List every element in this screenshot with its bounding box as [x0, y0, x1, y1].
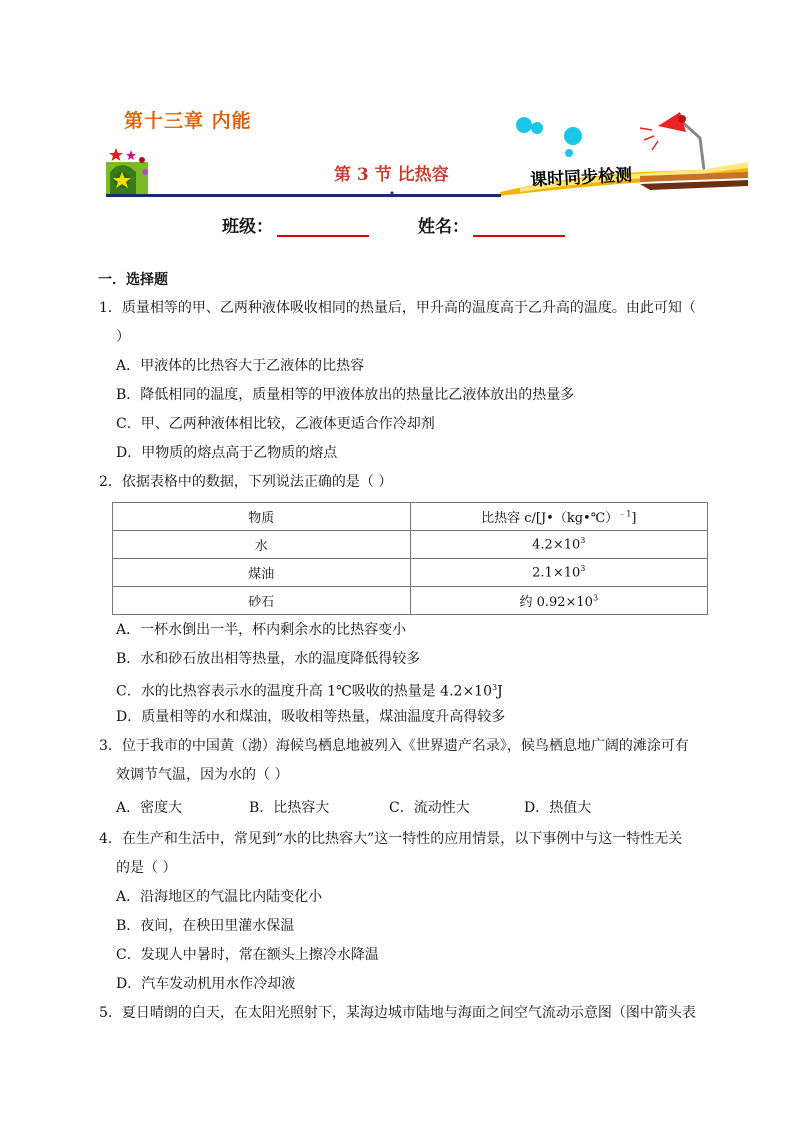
- q4-stem-cont: 的是（ ）: [116, 860, 177, 876]
- name-blank[interactable]: [473, 219, 565, 237]
- q4-stem: 4．在生产和生活中，常见到“水的比热容大”这一特性的应用情景，以下事例中与这一特性无关: [99, 831, 683, 847]
- q4-option-d[interactable]: D．汽车发动机用水作冷却液: [116, 976, 296, 992]
- specific-heat-table: [112, 502, 708, 615]
- q5-stem: 5．夏日晴朗的白天，在太阳光照射下，某海边城市陆地与海面之间空气流动示意图（图中箭头表: [99, 1005, 696, 1021]
- q1-stem: 1．质量相等的甲、乙两种液体吸收相同的热量后，甲升高的温度高于乙升高的温度。由此可知（: [99, 300, 696, 316]
- table-cell: 约 $0.92\times 10^3$: [410, 587, 708, 615]
- q1-option-c[interactable]: C．甲、乙两种液体相比较，乙液体更适合作冷却剂: [116, 416, 435, 432]
- door-star-icon: [106, 148, 148, 196]
- name-label: 姓名：: [418, 217, 469, 237]
- table-cell: 水: [113, 531, 411, 559]
- table-header-row: [113, 503, 708, 531]
- q4-option-a[interactable]: A．沿海地区的气温比内陆变化小: [116, 889, 323, 905]
- table-cell: 煤油: [113, 559, 411, 587]
- table-header: 比热容 c/[J•（kg•℃）$^{﹣1}$]: [410, 503, 708, 531]
- class-field: [222, 212, 369, 237]
- q2-option-b[interactable]: B．水和砂石放出相等热量，水的温度降低得较多: [116, 651, 421, 667]
- section-heading: 一．选择题: [98, 272, 168, 288]
- banner-label: 课时同步检测: [529, 165, 633, 191]
- q1-option-d[interactable]: D．甲物质的熔点高于乙物质的熔点: [116, 445, 338, 461]
- header-rule: [106, 194, 501, 197]
- q1-stem-cont: ）: [116, 329, 130, 345]
- q3-option-b[interactable]: B．比热容大: [249, 800, 330, 816]
- q3-option-a[interactable]: A．密度大: [116, 800, 183, 816]
- section-title: 第 3 节 比热容: [334, 165, 449, 185]
- q4-option-b[interactable]: B．夜间，在秧田里灌水保温: [116, 918, 295, 934]
- q3-option-c[interactable]: C．流动性大: [389, 800, 470, 816]
- q3-stem-cont: 效调节气温，因为水的（ ）: [116, 767, 289, 783]
- q2-option-d[interactable]: D．质量相等的水和煤油，吸收相等热量，煤油温度升高得较多: [116, 709, 506, 725]
- class-blank[interactable]: [277, 219, 369, 237]
- q2-stem: 2．依据表格中的数据，下列说法正确的是（ ）: [99, 474, 393, 490]
- table-row: [113, 559, 708, 587]
- desk-lamp-icon: [640, 112, 704, 170]
- table-row: [113, 531, 708, 559]
- bubbles-icon: [516, 117, 582, 157]
- table-cell: 砂石: [113, 587, 411, 615]
- q3-stem: 3．位于我市的中国黄（渤）海候鸟栖息地被列入《世界遗产名录》，候鸟栖息地广阔的滩涂可有: [99, 738, 689, 754]
- q2-option-c[interactable]: C．水的比热容表示水的温度升高 1℃吸收的热量是 $4.2\times 10^3J$: [116, 683, 503, 700]
- table-row: [113, 587, 708, 615]
- table-header: 物质: [113, 503, 411, 531]
- q1-option-b[interactable]: B．降低相同的温度，质量相等的甲液体放出的热量比乙液体放出的热量多: [116, 387, 575, 403]
- chapter-title: 第十三章 内能: [124, 110, 252, 132]
- table-cell: $4.2\times 10^3$: [410, 531, 708, 559]
- q2-option-a[interactable]: A．一杯水倒出一半，杯内剩余水的比热容变小: [116, 622, 407, 638]
- class-label: 班级：: [222, 217, 273, 237]
- name-field: [418, 212, 565, 237]
- q4-option-c[interactable]: C．发现人中暑时，常在额头上擦冷水降温: [116, 947, 379, 963]
- q3-option-d[interactable]: D．热值大: [524, 800, 592, 816]
- q1-option-a[interactable]: A．甲液体的比热容大于乙液体的比热容: [116, 358, 365, 374]
- table-cell: $2.1\times 10^3$: [410, 559, 708, 587]
